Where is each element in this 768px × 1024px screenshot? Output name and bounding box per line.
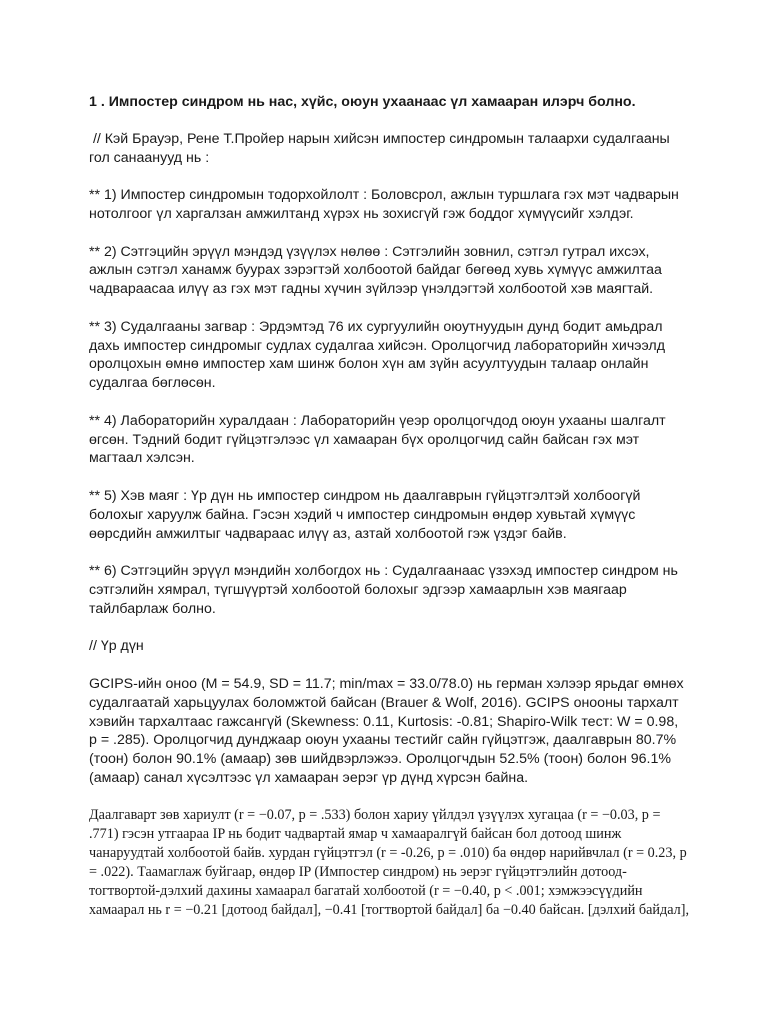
statistics-paragraph: Даалгаварт зөв хариулт (r = −0.07, p = .533) болон хариу үйлдэл үзүүлэх хугацаа (r = −0.03, p = .771) гэсэн утгаараа IP нь бодит чадвартай ямар ч хамааралгүй байсан бол дотоод шинж чанаруудтай холбоотой байв. хурдан гүйцэтгэл (r = -0.26, p = .010) ба өндөр нарийвчлал (r = 0.23, p = .022). Таамаглаж буйгаар, өндөр IP (Импостер синдром) нь эерэг гүйцэтгэлийн дотоод-тогтвортой-дэлхий дахины хамаарал багатай холбоотой (r = −0.40, p < .001; хэмжээсүүдийн хамаарал нь r = −0.21 [дотоод байдал], −0.41 [тогтвортой байдал] ба −0.40 байсан. [дэлхий байдал], — [89, 807, 691, 919]
document-heading: 1 . Импостер синдром нь нас, хүйс, оюун ухаанаас үл хамааран илэрч болно. — [89, 94, 636, 110]
point-2-paragraph: ** 2) Сэтгэцийн эрүүл мэндэд үзүүлэх нөлөө : Сэтгэлийн зовнил, сэтгэл гутрал ихсэх, ажлын сэтгэл ханамж буурах зэрэгтэй холбоотой байдаг бөгөөд хувь хүмүүс амжилтаа чадвараасаа илүү аз гэх мэт гадны хүчин зүйлээр үнэлдэгтэй холбоотой хэв маягтай. — [89, 243, 666, 298]
results-heading: // Үр дүн — [89, 638, 144, 655]
point-3-paragraph: ** 3) Судалгааны загвар : Эрдэмтэд 76 их сургуулийн оюутнуудын дунд бодит амьдрал дахь импостер синдромыг судлах судалгаа хийсэн. Оролцогчид лабораторийн хичээлд оролцохын өмнө импостер хам шинж болон хүн ам зүйн асуултуудын талаар онлайн судалгаа бөглөсөн. — [89, 318, 669, 392]
intro-paragraph: // Кэй Брауэр, Рене Т.Пройер нарын хийсэн импостер синдромын талаархи судалгааны гол санаанууд нь : — [89, 130, 674, 166]
point-1-paragraph: ** 1) Импостер синдромын тодорхойлолт : Боловсрол, ажлын туршлага гэх мэт чадварын нотолгоог үл харгалзан амжилтанд хүрэх нь зохисгүй гэж боддог хүмүүсийг хэлдэг. — [89, 187, 683, 222]
document-page — [89, 93, 689, 939]
point-5-paragraph: ** 5) Хэв маяг : Үр дүн нь импостер синдром нь даалгаврын гүйцэтгэлтэй холбоогүй болохыг харуулж байна. Гэсэн хэдий ч импостер синдромын өндөр хувьтай хүмүүс өөрсдийн амжилтыг чадвараас илүү аз, азтай холбоотой гэж үздэг байв. — [89, 487, 645, 542]
results-paragraph: GCIPS-ийн оноо (M = 54.9, SD = 11.7; min/max = 33.0/78.0) нь герман хэлээр ярьдаг өмнөх судалгаатай харьцуулах боломжтой байсан (Brauer & Wolf, 2016). GCIPS онооны тархалт хэвийн тархалтаас гажсангүй (Skewness: 0.11, Kurtosis: -0.81; Shapiro-Wilk тест: W = 0.98, p = .285). Оролцогчид дунджаар оюун ухааны тестийг сайн гүйцэтгэж, даалгаврын 80.7% (тоон) болон 90.1% (амаар) зөв шийдвэрлэжээ. Оролцогчдын 52.5% (тоон) болон 96.1% (амаар) санал хүсэлтээс үл хамааран эерэг үр дүнд хүрсэн байна. — [89, 675, 688, 786]
point-6-paragraph: ** 6) Сэтгэцийн эрүүл мэндийн холбогдох нь : Судалгаанаас үзэхэд импостер синдром нь сэтгэлийн хямрал, түгшүүртэй холбоотой болохыг эдгээр хамаарлын хэв маягаар тайлбарлаж болно. — [89, 563, 682, 617]
point-4-paragraph: ** 4) Лабораторийн хуралдаан : Лабораторийн үеэр оролцогчдод оюун ухааны шалгалт өгсөн. Тэдний бодит гүйцэтгэлээс үл хамааран бүх оролцогчид сайн байсан гэх мэт магтаал хэлсэн. — [89, 412, 670, 467]
